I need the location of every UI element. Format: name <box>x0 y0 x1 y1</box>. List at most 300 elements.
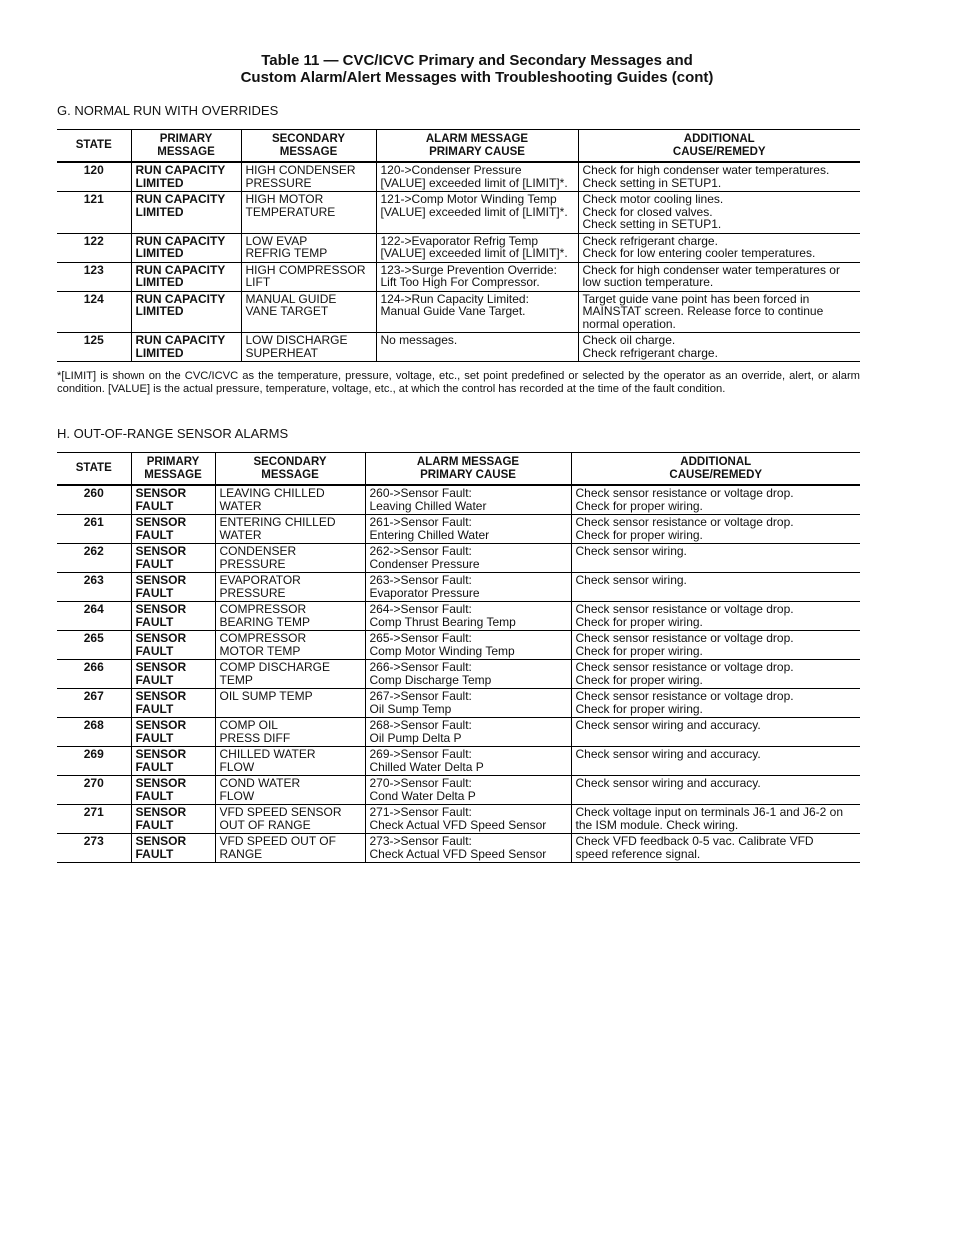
header-secondary-message <box>215 453 365 486</box>
cell-line: [VALUE] exceeded limit of [LIMIT]*. <box>380 204 568 219</box>
header-secondary-message <box>241 130 376 163</box>
cell-line: FAULT <box>135 556 174 571</box>
state-cell: 265 <box>57 631 131 660</box>
cell-line: FAULT <box>135 643 174 658</box>
primary-message-cell <box>131 776 215 805</box>
cell-line: RUN CAPACITY <box>135 262 226 277</box>
cell-line: REFRIG TEMP <box>245 246 328 260</box>
cell-line: 120->Condenser Pressure <box>380 163 522 177</box>
primary-message-cell <box>131 162 241 192</box>
cell-line: TEMP <box>219 672 253 687</box>
cell-line: Check setting in SETUP1. <box>582 217 722 231</box>
table-row <box>57 689 860 718</box>
primary-message-cell <box>131 291 241 333</box>
cell-line: FAULT <box>135 498 174 513</box>
cause-remedy-cell <box>571 515 860 544</box>
cell-line: ADDITIONAL <box>683 133 755 145</box>
cell-line: RUN CAPACITY <box>135 163 226 177</box>
cell-line: SENSOR <box>135 573 187 587</box>
cell-line: Check for proper wiring. <box>575 701 703 716</box>
primary-message-cell <box>131 333 241 362</box>
cell-line: OUT OF RANGE <box>219 817 311 832</box>
primary-message-cell <box>131 689 215 718</box>
cell-line: ALARM MESSAGE <box>425 133 529 145</box>
cell-line: PRESSURE <box>245 175 312 190</box>
secondary-message-cell <box>215 573 365 602</box>
cell-line: SECONDARY <box>253 456 327 468</box>
cell-line: WATER <box>219 527 262 542</box>
cell-line: RUN CAPACITY <box>135 291 226 306</box>
cell-line: 263->Sensor Fault: <box>369 573 472 587</box>
cell-line: ADDITIONAL <box>680 456 752 468</box>
state-cell: 121 <box>57 192 131 234</box>
header-primary-message <box>131 453 215 486</box>
cell-line: 271->Sensor Fault: <box>369 805 472 819</box>
state-cell: 271 <box>57 805 131 834</box>
table-row <box>57 573 860 602</box>
cell-line: Chilled Water Delta P <box>369 759 484 774</box>
secondary-message-cell <box>215 776 365 805</box>
state-cell: 268 <box>57 718 131 747</box>
cell-line: LIMITED <box>135 275 184 289</box>
table-row <box>57 291 860 333</box>
primary-cause-cell <box>365 718 571 747</box>
primary-message-cell <box>131 573 215 602</box>
cell-line: Check for low entering cooler temperatures. <box>582 246 816 260</box>
state-cell: 261 <box>57 515 131 544</box>
cell-line: Check sensor resistance or voltage drop. <box>575 660 794 674</box>
cause-remedy-cell <box>571 776 860 805</box>
cell-line: SENSOR <box>135 631 187 645</box>
header-cause-remedy <box>578 130 860 163</box>
cell-line: Check sensor wiring and accuracy. <box>575 747 761 761</box>
cell-line: FAULT <box>135 585 174 600</box>
cause-remedy-cell <box>578 291 860 333</box>
state-cell: 124 <box>57 291 131 333</box>
state-cell: 270 <box>57 776 131 805</box>
cell-line: FAULT <box>135 614 174 629</box>
cause-remedy-cell <box>571 602 860 631</box>
primary-message-cell <box>131 718 215 747</box>
secondary-message-cell <box>241 192 376 234</box>
cell-line: normal operation. <box>582 316 676 331</box>
primary-cause-cell <box>365 776 571 805</box>
secondary-message-cell <box>215 485 365 515</box>
secondary-message-cell <box>215 747 365 776</box>
primary-cause-cell <box>365 834 571 863</box>
primary-cause-cell <box>365 689 571 718</box>
cell-line: No messages. <box>380 333 458 347</box>
cell-line: 267->Sensor Fault: <box>369 689 472 703</box>
cell-line: 273->Sensor Fault: <box>369 834 472 848</box>
state-cell: 122 <box>57 233 131 262</box>
cell-line: HIGH CONDENSER <box>245 163 356 177</box>
cell-line: 261->Sensor Fault: <box>369 515 472 529</box>
cell-line: VFD SPEED SENSOR <box>219 805 342 819</box>
cell-line: Check refrigerant charge. <box>582 345 718 360</box>
cause-remedy-cell <box>571 544 860 573</box>
primary-message-cell <box>131 834 215 863</box>
secondary-message-cell <box>241 262 376 291</box>
cell-line: Check sensor resistance or voltage drop. <box>575 515 794 529</box>
cell-line: CHILLED WATER <box>219 747 316 761</box>
cell-line: Check for high condenser water temperatures. <box>582 163 830 177</box>
primary-cause-cell <box>376 162 578 192</box>
table-row <box>57 660 860 689</box>
primary-cause-cell <box>365 747 571 776</box>
primary-message-cell <box>131 631 215 660</box>
cell-line: Target guide vane point has been forced in <box>582 291 810 306</box>
primary-message-cell <box>131 747 215 776</box>
cell-line: ALARM MESSAGE <box>416 456 520 468</box>
cell-line: LOW DISCHARGE <box>245 333 348 347</box>
primary-cause-cell <box>365 805 571 834</box>
cell-line: SENSOR <box>135 602 187 616</box>
primary-cause-cell <box>376 333 578 362</box>
cause-remedy-cell <box>571 689 860 718</box>
cell-line: Check motor cooling lines. <box>582 192 724 206</box>
cell-line: Check for proper wiring. <box>575 527 703 542</box>
cause-remedy-cell <box>571 631 860 660</box>
cell-line: PRESS DIFF <box>219 730 291 745</box>
cell-line: low suction temperature. <box>582 275 714 289</box>
primary-message-cell <box>131 544 215 573</box>
table-row <box>57 485 860 515</box>
table-row <box>57 192 860 234</box>
cause-remedy-cell <box>578 262 860 291</box>
cell-line: PRIMARY CAUSE <box>420 468 516 481</box>
cell-line: Oil Sump Temp <box>369 701 452 716</box>
cell-line: RUN CAPACITY <box>135 333 226 347</box>
cell-line: RUN CAPACITY <box>135 233 226 248</box>
cell-line: Comp Motor Winding Temp <box>369 643 515 658</box>
cell-line: COMP DISCHARGE <box>219 660 330 674</box>
secondary-message-cell <box>215 805 365 834</box>
cell-line: Check for proper wiring. <box>575 672 703 687</box>
table-row <box>57 747 860 776</box>
primary-message-cell <box>131 262 241 291</box>
cell-line: Check sensor resistance or voltage drop. <box>575 689 794 703</box>
cell-line: Lift Too High For Compressor. <box>380 275 540 289</box>
title-line-1: Table 11 — CVC/ICVC Primary and Secondary Messages and <box>261 52 693 69</box>
cell-line: 121->Comp Motor Winding Temp <box>380 192 557 206</box>
table-row <box>57 162 860 192</box>
cell-line: MESSAGE <box>144 468 202 481</box>
primary-cause-cell <box>365 660 571 689</box>
primary-cause-cell <box>376 262 578 291</box>
cell-line: Check for proper wiring. <box>575 498 703 513</box>
cell-line: EVAPORATOR <box>219 573 301 587</box>
cell-line: Check for high condenser water temperatures or <box>582 262 840 277</box>
cell-line: SENSOR <box>135 718 187 732</box>
cell-line: Entering Chilled Water <box>369 527 490 542</box>
primary-message-cell <box>131 192 241 234</box>
cell-line: HIGH COMPRESSOR <box>245 262 366 277</box>
cell-line: SENSOR <box>135 660 187 674</box>
footnote: *[LIMIT] is shown on the CVC/ICVC as the temperature, pressure, voltage, etc., set point predefined or selected by the operator as an override, alert, or alarm condition. [VALUE] is the actual pressure, temperature, voltage, etc., at which the control has recorded at the time of the fault condition. <box>57 370 860 395</box>
cell-line: Check Actual VFD Speed Sensor <box>369 846 547 861</box>
secondary-message-cell <box>241 233 376 262</box>
cell-line: Check for closed valves. <box>582 204 713 219</box>
primary-cause-cell <box>376 192 578 234</box>
primary-message-cell <box>131 233 241 262</box>
cell-line: 266->Sensor Fault: <box>369 660 472 674</box>
cell-line: WATER <box>219 498 262 513</box>
header-state: STATE <box>57 130 131 163</box>
primary-message-cell <box>131 515 215 544</box>
cell-line: FAULT <box>135 701 174 716</box>
cell-line: [VALUE] exceeded limit of [LIMIT]*. <box>380 175 568 190</box>
cell-line: SENSOR <box>135 805 187 819</box>
cell-line: LEAVING CHILLED <box>219 486 325 500</box>
cell-line: 124->Run Capacity Limited: <box>380 291 529 306</box>
table-row <box>57 333 860 362</box>
cell-line: Check oil charge. <box>582 333 676 347</box>
cell-line: PRIMARY <box>159 133 213 145</box>
cell-line: COND WATER <box>219 776 301 790</box>
cell-line: SENSOR <box>135 834 187 848</box>
primary-cause-cell <box>365 602 571 631</box>
cell-line: Comp Thrust Bearing Temp <box>369 614 516 629</box>
cause-remedy-cell <box>571 573 860 602</box>
cell-line: ENTERING CHILLED <box>219 515 336 529</box>
cell-line: Check sensor resistance or voltage drop. <box>575 631 794 645</box>
table-row <box>57 718 860 747</box>
cell-line: LOW EVAP <box>245 233 308 248</box>
state-cell: 260 <box>57 485 131 515</box>
cell-line: FAULT <box>135 730 174 745</box>
cause-remedy-cell <box>571 834 860 863</box>
state-cell: 263 <box>57 573 131 602</box>
header-cause-remedy <box>571 453 860 486</box>
cell-line: CONDENSER <box>219 544 297 558</box>
secondary-message-cell <box>241 291 376 333</box>
cell-line: OIL SUMP TEMP <box>219 689 313 703</box>
cell-line: HIGH MOTOR <box>245 192 324 206</box>
secondary-message-cell <box>241 162 376 192</box>
section-h-heading: H. OUT-OF-RANGE SENSOR ALARMS <box>57 426 289 441</box>
cell-line: BEARING TEMP <box>219 614 310 629</box>
primary-cause-cell <box>365 515 571 544</box>
state-cell: 273 <box>57 834 131 863</box>
primary-message-cell <box>131 602 215 631</box>
cell-line: 262->Sensor Fault: <box>369 544 472 558</box>
title-line-2: Custom Alarm/Alert Messages with Troubleshooting Guides (cont) <box>240 69 714 86</box>
cell-line: FAULT <box>135 846 174 861</box>
header-primary-cause <box>365 453 571 486</box>
header-primary-cause <box>376 130 578 163</box>
cell-line: FLOW <box>219 759 255 774</box>
cell-line: 269->Sensor Fault: <box>369 747 472 761</box>
secondary-message-cell <box>241 333 376 362</box>
table-row <box>57 544 860 573</box>
cell-line: Check sensor wiring. <box>575 544 687 558</box>
cell-line: 270->Sensor Fault: <box>369 776 472 790</box>
secondary-message-cell <box>215 660 365 689</box>
cell-line: RANGE <box>219 846 263 861</box>
secondary-message-cell <box>215 689 365 718</box>
cell-line: 268->Sensor Fault: <box>369 718 472 732</box>
cell-line: FAULT <box>135 672 174 687</box>
out-of-range-sensor-alarms-table <box>57 452 860 863</box>
table-row <box>57 631 860 660</box>
cell-line: Check setting in SETUP1. <box>582 175 722 190</box>
cell-line: Check sensor wiring and accuracy. <box>575 718 761 732</box>
cell-line: COMP OIL <box>219 718 278 732</box>
table-row <box>57 805 860 834</box>
table-title <box>0 52 954 86</box>
cause-remedy-cell <box>571 485 860 515</box>
cell-line: SENSOR <box>135 515 187 529</box>
cell-line: Check Actual VFD Speed Sensor <box>369 817 547 832</box>
primary-cause-cell <box>365 573 571 602</box>
primary-message-cell <box>131 805 215 834</box>
state-cell: 123 <box>57 262 131 291</box>
primary-message-cell <box>131 485 215 515</box>
state-cell: 267 <box>57 689 131 718</box>
cell-line: [VALUE] exceeded limit of [LIMIT]*. <box>380 246 568 260</box>
cell-line: RUN CAPACITY <box>135 192 226 206</box>
primary-message-cell <box>131 660 215 689</box>
cell-line: Manual Guide Vane Target. <box>380 304 526 318</box>
cell-line: Check for proper wiring. <box>575 643 703 658</box>
cell-line: COMPRESSOR <box>219 631 307 645</box>
cell-line: Check for proper wiring. <box>575 614 703 629</box>
cell-line: LIFT <box>245 275 271 289</box>
table-row <box>57 776 860 805</box>
cell-line: 260->Sensor Fault: <box>369 486 472 500</box>
table-header <box>57 130 860 163</box>
state-cell: 262 <box>57 544 131 573</box>
header-row <box>57 453 860 486</box>
cell-line: COMPRESSOR <box>219 602 307 616</box>
cell-line: LIMITED <box>135 246 184 260</box>
cell-line: the ISM module. Check wiring. <box>575 817 739 832</box>
cause-remedy-cell <box>578 192 860 234</box>
normal-run-overrides-table <box>57 129 860 362</box>
cause-remedy-cell <box>571 747 860 776</box>
cell-line: MAINSTAT screen. Release force to continue <box>582 304 824 318</box>
cause-remedy-cell <box>571 718 860 747</box>
cell-line: SENSOR <box>135 689 187 703</box>
cell-line: MESSAGE <box>261 468 319 481</box>
header-state: STATE <box>57 453 131 486</box>
cell-line: 123->Surge Prevention Override: <box>380 262 557 277</box>
cell-line: Comp Discharge Temp <box>369 672 492 687</box>
primary-cause-cell <box>376 233 578 262</box>
cell-line: PRESSURE <box>219 556 286 571</box>
secondary-message-cell <box>215 602 365 631</box>
cell-line: FAULT <box>135 527 174 542</box>
state-cell: 264 <box>57 602 131 631</box>
cause-remedy-cell <box>571 805 860 834</box>
cell-line: Evaporator Pressure <box>369 585 480 600</box>
cell-line: Check refrigerant charge. <box>582 233 718 248</box>
cell-line: Check sensor resistance or voltage drop. <box>575 486 794 500</box>
cell-line: speed reference signal. <box>575 846 701 861</box>
cell-line: MANUAL GUIDE <box>245 291 337 306</box>
cell-line: Check VFD feedback 0-5 vac. Calibrate VFD <box>575 834 814 848</box>
table-header <box>57 453 860 486</box>
secondary-message-cell <box>215 544 365 573</box>
cell-line: Cond Water Delta P <box>369 788 476 803</box>
cell-line: 122->Evaporator Refrig Temp <box>380 233 539 248</box>
cell-line: 265->Sensor Fault: <box>369 631 472 645</box>
cell-line: SENSOR <box>135 486 187 500</box>
primary-cause-cell <box>365 544 571 573</box>
state-cell: 120 <box>57 162 131 192</box>
cell-line: MESSAGE <box>279 145 338 158</box>
cell-line: Check sensor resistance or voltage drop. <box>575 602 794 616</box>
primary-cause-cell <box>365 631 571 660</box>
cell-line: MOTOR TEMP <box>219 643 301 658</box>
cell-line: CAUSE/REMEDY <box>672 145 766 158</box>
cell-line: CAUSE/REMEDY <box>669 468 763 481</box>
cell-line: SECONDARY <box>271 133 346 145</box>
secondary-message-cell <box>215 631 365 660</box>
cell-line: VFD SPEED OUT OF <box>219 834 336 848</box>
cell-line: Check sensor wiring and accuracy. <box>575 776 761 790</box>
cell-line: LIMITED <box>135 304 184 318</box>
cell-line: Condenser Pressure <box>369 556 480 571</box>
secondary-message-cell <box>215 718 365 747</box>
cell-line: Oil Pump Delta P <box>369 730 462 745</box>
state-cell: 269 <box>57 747 131 776</box>
header-row <box>57 130 860 163</box>
cell-line: SENSOR <box>135 776 187 790</box>
cause-remedy-cell <box>571 660 860 689</box>
header-primary-message <box>131 130 241 163</box>
cell-line: PRESSURE <box>219 585 286 600</box>
table-row <box>57 262 860 291</box>
cell-line: LIMITED <box>135 204 184 219</box>
cell-line: SUPERHEAT <box>245 345 318 360</box>
cell-line: PRIMARY CAUSE <box>429 145 525 158</box>
cause-remedy-cell <box>578 333 860 362</box>
cell-line: Check voltage input on terminals J6-1 and J6-2 on <box>575 805 843 819</box>
state-cell: 125 <box>57 333 131 362</box>
cell-line: FAULT <box>135 817 174 832</box>
cell-line: LIMITED <box>135 175 184 190</box>
cell-line: FAULT <box>135 788 174 803</box>
cell-line: SENSOR <box>135 544 187 558</box>
secondary-message-cell <box>215 834 365 863</box>
primary-cause-cell <box>376 291 578 333</box>
cell-line: LIMITED <box>135 345 184 360</box>
table-row <box>57 602 860 631</box>
cell-line: FLOW <box>219 788 255 803</box>
table-row <box>57 233 860 262</box>
section-g-heading: G. NORMAL RUN WITH OVERRIDES <box>57 103 279 118</box>
cell-line: 264->Sensor Fault: <box>369 602 472 616</box>
cell-line: VANE TARGET <box>245 304 329 318</box>
table-row <box>57 515 860 544</box>
cell-line: MESSAGE <box>157 145 215 158</box>
cell-line: TEMPERATURE <box>245 204 336 219</box>
cell-line: Leaving Chilled Water <box>369 498 487 513</box>
primary-cause-cell <box>365 485 571 515</box>
cell-line: PRIMARY <box>146 456 200 468</box>
cause-remedy-cell <box>578 162 860 192</box>
cell-line: SENSOR <box>135 747 187 761</box>
secondary-message-cell <box>215 515 365 544</box>
state-cell: 266 <box>57 660 131 689</box>
cell-line: Check sensor wiring. <box>575 573 687 587</box>
table-body <box>57 485 860 863</box>
table-body <box>57 162 860 362</box>
cause-remedy-cell <box>578 233 860 262</box>
table-row <box>57 834 860 863</box>
